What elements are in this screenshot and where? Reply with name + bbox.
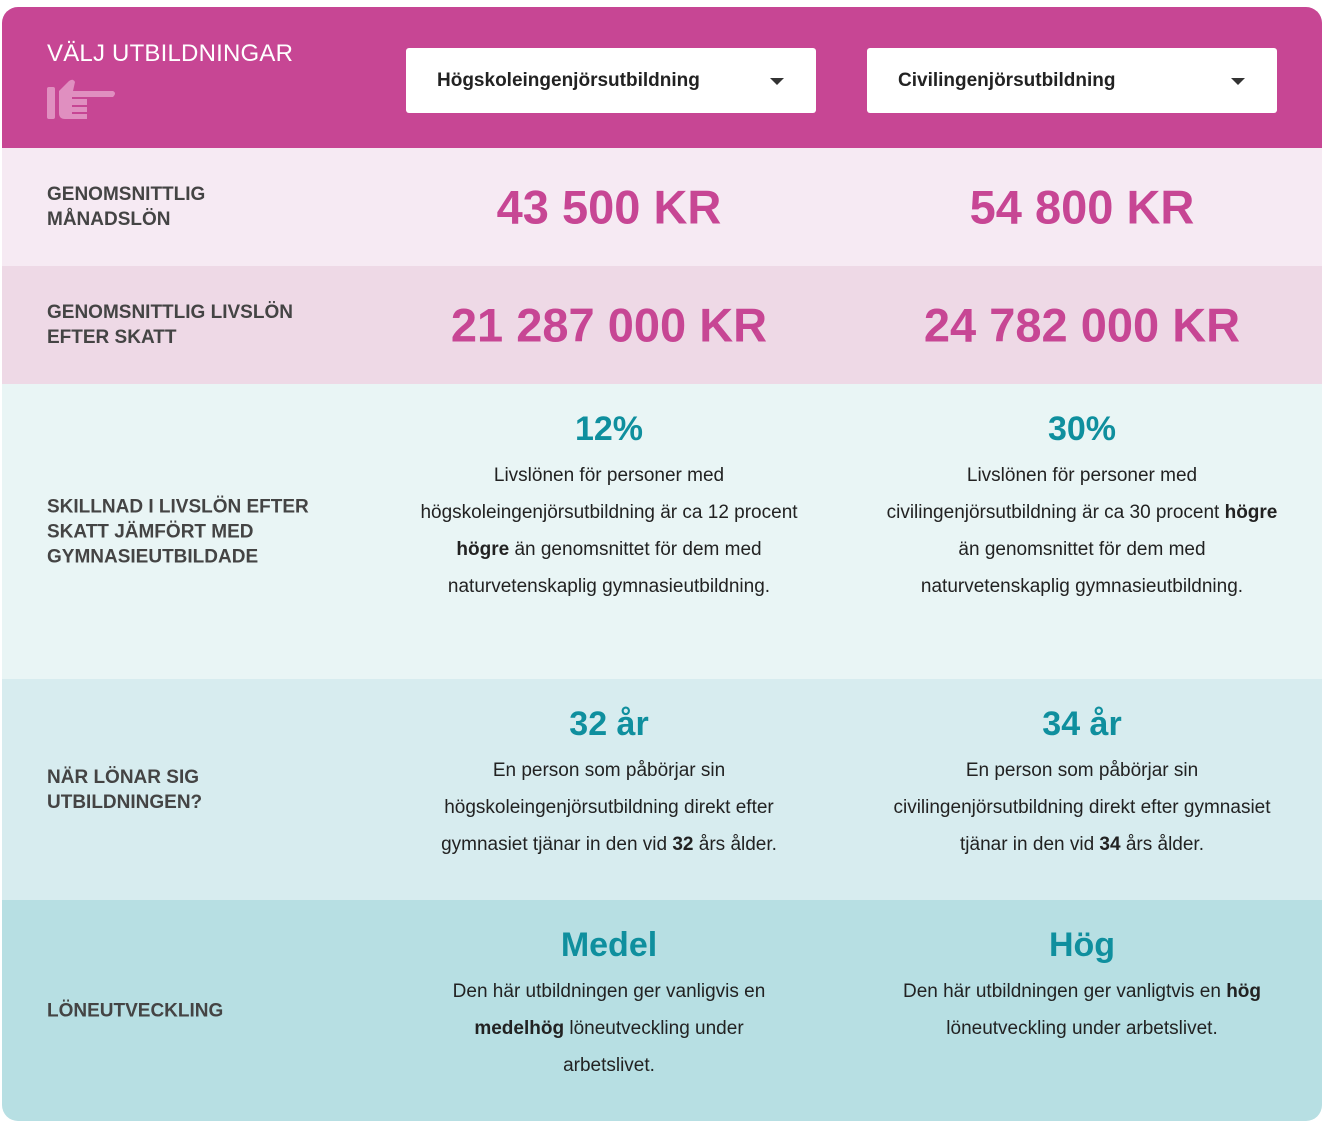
chevron-down-icon — [770, 78, 784, 85]
description-1: Livslönen för personer med högskoleingenjörsutbildning är ca 12 procent högre än genomsnittet för dem med naturvetenskaplig gymnasieutbildning. — [420, 465, 798, 597]
title-1: 32 år — [569, 705, 649, 743]
education-select-1[interactable] — [406, 48, 816, 113]
row-payoff — [2, 679, 1322, 900]
value-2: 24 782 000 KR — [923, 298, 1241, 352]
row-monthly-salary — [2, 148, 1322, 266]
row-label: GENOMSNITTLIG MÅNADSLÖN — [47, 184, 206, 230]
title-2: 34 år — [1042, 705, 1122, 743]
value-1: 21 287 000 KR — [450, 298, 768, 352]
row-salary-growth — [2, 900, 1322, 1121]
header-title: VÄLJ UTBILDNINGAR — [47, 40, 294, 67]
select-value: Civilingenjörsutbildning — [898, 69, 1116, 91]
chevron-down-icon — [1231, 78, 1245, 85]
row-label: LÖNEUTVECKLING — [47, 1000, 224, 1021]
row-label: SKILLNAD I LIVSLÖN EFTER SKATT JÄMFÖRT MED GYMNASIEUTBILDADE — [47, 496, 309, 567]
education-select-2[interactable] — [867, 48, 1277, 113]
value-2: 54 800 KR — [969, 180, 1195, 234]
title-1: Medel — [560, 926, 658, 964]
row-label: GENOMSNITTLIG LIVSLÖN EFTER SKATT — [47, 302, 293, 348]
row-difference — [2, 384, 1322, 679]
title-2: 30% — [1047, 410, 1117, 448]
header — [2, 7, 1322, 148]
description-1: En person som påbörjar sin högskoleingenjörsutbildning direkt efter gymnasiet tjänar in den vid 32 års ålder. — [441, 760, 777, 855]
title-1: 12% — [574, 410, 644, 448]
row-lifetime-salary — [2, 266, 1322, 384]
title-2: Hög — [1048, 926, 1116, 964]
description-2: Den här utbildningen ger vanligtvis en hög löneutveckling under arbetslivet. — [902, 981, 1262, 1039]
row-label: NÄR LÖNAR SIG UTBILDNINGEN? — [47, 766, 203, 813]
salary-comparison — [2, 7, 1322, 1121]
select-value: Högskoleingenjörsutbildning — [437, 69, 700, 91]
value-1: 43 500 KR — [496, 180, 722, 234]
description-2: Livslönen för personer med civilingenjörsutbildning är ca 30 procent högre än genomsnittet för dem med naturvetenskaplig gymnasieutbildning. — [886, 465, 1278, 597]
pointing-hand-icon — [47, 77, 117, 121]
description-1: Den här utbildningen ger vanligvis en medelhög löneutveckling under arbetslivet. — [452, 981, 766, 1076]
description-2: En person som påbörjar sin civilingenjörsutbildning direkt efter gymnasiet tjänar in den vid 34 års ålder. — [893, 760, 1271, 855]
